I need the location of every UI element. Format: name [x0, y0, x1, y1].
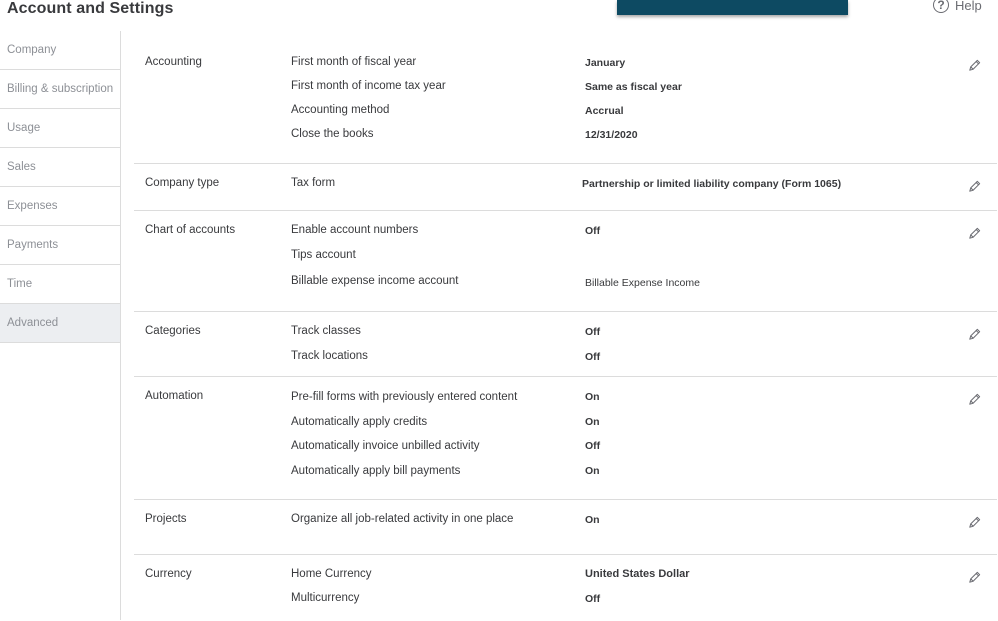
section-title: Automation — [145, 390, 204, 402]
section-title: Categories — [145, 325, 201, 337]
top-banner — [617, 0, 848, 15]
row-label: Tax form — [291, 177, 336, 189]
pencil-icon[interactable] — [967, 392, 982, 407]
pencil-icon[interactable] — [967, 226, 982, 241]
row-value: January — [585, 57, 626, 69]
row-value: Off — [585, 351, 601, 363]
section-title: Chart of accounts — [145, 224, 236, 236]
sidebar-item-payments[interactable] — [0, 226, 120, 265]
section-accounting[interactable] — [134, 40, 997, 164]
help-label: Help — [955, 0, 982, 13]
row-label: Organize all job-related activity in one place — [291, 513, 514, 525]
row-value: Same as fiscal year — [585, 81, 682, 93]
sidebar-item-label: Company — [7, 44, 57, 56]
row-value: Off — [585, 593, 601, 605]
row-value: On — [585, 416, 600, 428]
section-title: Accounting — [145, 56, 202, 68]
sidebar-item-time[interactable] — [0, 265, 120, 304]
page-title: Account and Settings — [7, 0, 174, 17]
pencil-icon[interactable] — [967, 515, 982, 530]
section-projects[interactable] — [134, 500, 997, 555]
section-chart-of-accounts[interactable] — [134, 211, 997, 312]
section-title: Currency — [145, 568, 192, 580]
row-label: Track locations — [291, 350, 368, 362]
row-value: Accrual — [585, 105, 624, 117]
row-label: Automatically invoice unbilled activity — [291, 440, 480, 452]
section-categories[interactable] — [134, 312, 997, 377]
sidebar-item-label: Expenses — [7, 200, 58, 212]
pencil-icon[interactable] — [967, 179, 982, 194]
sidebar-item-billing[interactable] — [0, 70, 120, 109]
pencil-icon[interactable] — [967, 570, 982, 585]
help-circle-icon: ? — [933, 0, 949, 13]
row-label: Accounting method — [291, 104, 390, 116]
settings-sidebar — [0, 31, 121, 620]
row-label: Billable expense income account — [291, 275, 459, 287]
section-currency[interactable] — [134, 555, 997, 621]
row-value: Off — [585, 225, 601, 237]
sidebar-item-label: Time — [7, 278, 33, 290]
sidebar-item-label: Payments — [7, 239, 59, 251]
row-value: On — [585, 514, 600, 526]
section-company-type[interactable] — [134, 164, 997, 211]
section-automation[interactable] — [134, 377, 997, 500]
row-value: On — [585, 465, 600, 477]
row-label: Close the books — [291, 128, 374, 140]
row-label: Automatically apply credits — [291, 416, 428, 428]
sidebar-item-sales[interactable] — [0, 148, 120, 187]
row-value: Billable Expense Income — [585, 277, 700, 289]
sidebar-item-usage[interactable] — [0, 109, 120, 148]
row-value: Partnership or limited liability company (Form 1065) — [582, 178, 842, 190]
row-label: Multicurrency — [291, 592, 360, 604]
row-label: First month of income tax year — [291, 80, 446, 92]
section-title: Projects — [145, 513, 187, 525]
sidebar-item-company[interactable] — [0, 31, 120, 70]
row-label: First month of fiscal year — [291, 56, 417, 68]
sidebar-item-expenses[interactable] — [0, 187, 120, 226]
row-label: Automatically apply bill payments — [291, 465, 461, 477]
row-label: Enable account numbers — [291, 224, 419, 236]
settings-content — [134, 40, 997, 621]
row-value: Off — [585, 326, 601, 338]
row-value: 12/31/2020 — [585, 129, 638, 141]
sidebar-item-advanced[interactable] — [0, 304, 120, 343]
sidebar-item-label: Usage — [7, 122, 41, 134]
sidebar-item-label: Advanced — [7, 317, 59, 329]
pencil-icon[interactable] — [967, 58, 982, 73]
row-label: Pre-fill forms with previously entered content — [291, 391, 518, 403]
sidebar-item-label: Billing & subscription — [7, 83, 114, 95]
section-title: Company type — [145, 177, 220, 189]
row-label: Home Currency — [291, 568, 372, 580]
row-value: United States Dollar — [585, 568, 690, 580]
row-value: Off — [585, 440, 601, 452]
row-label: Tips account — [291, 249, 356, 261]
pencil-icon[interactable] — [967, 327, 982, 342]
row-value: On — [585, 391, 600, 403]
row-label: Track classes — [291, 325, 361, 337]
help-link[interactable] — [933, 0, 982, 13]
sidebar-item-label: Sales — [7, 161, 36, 173]
